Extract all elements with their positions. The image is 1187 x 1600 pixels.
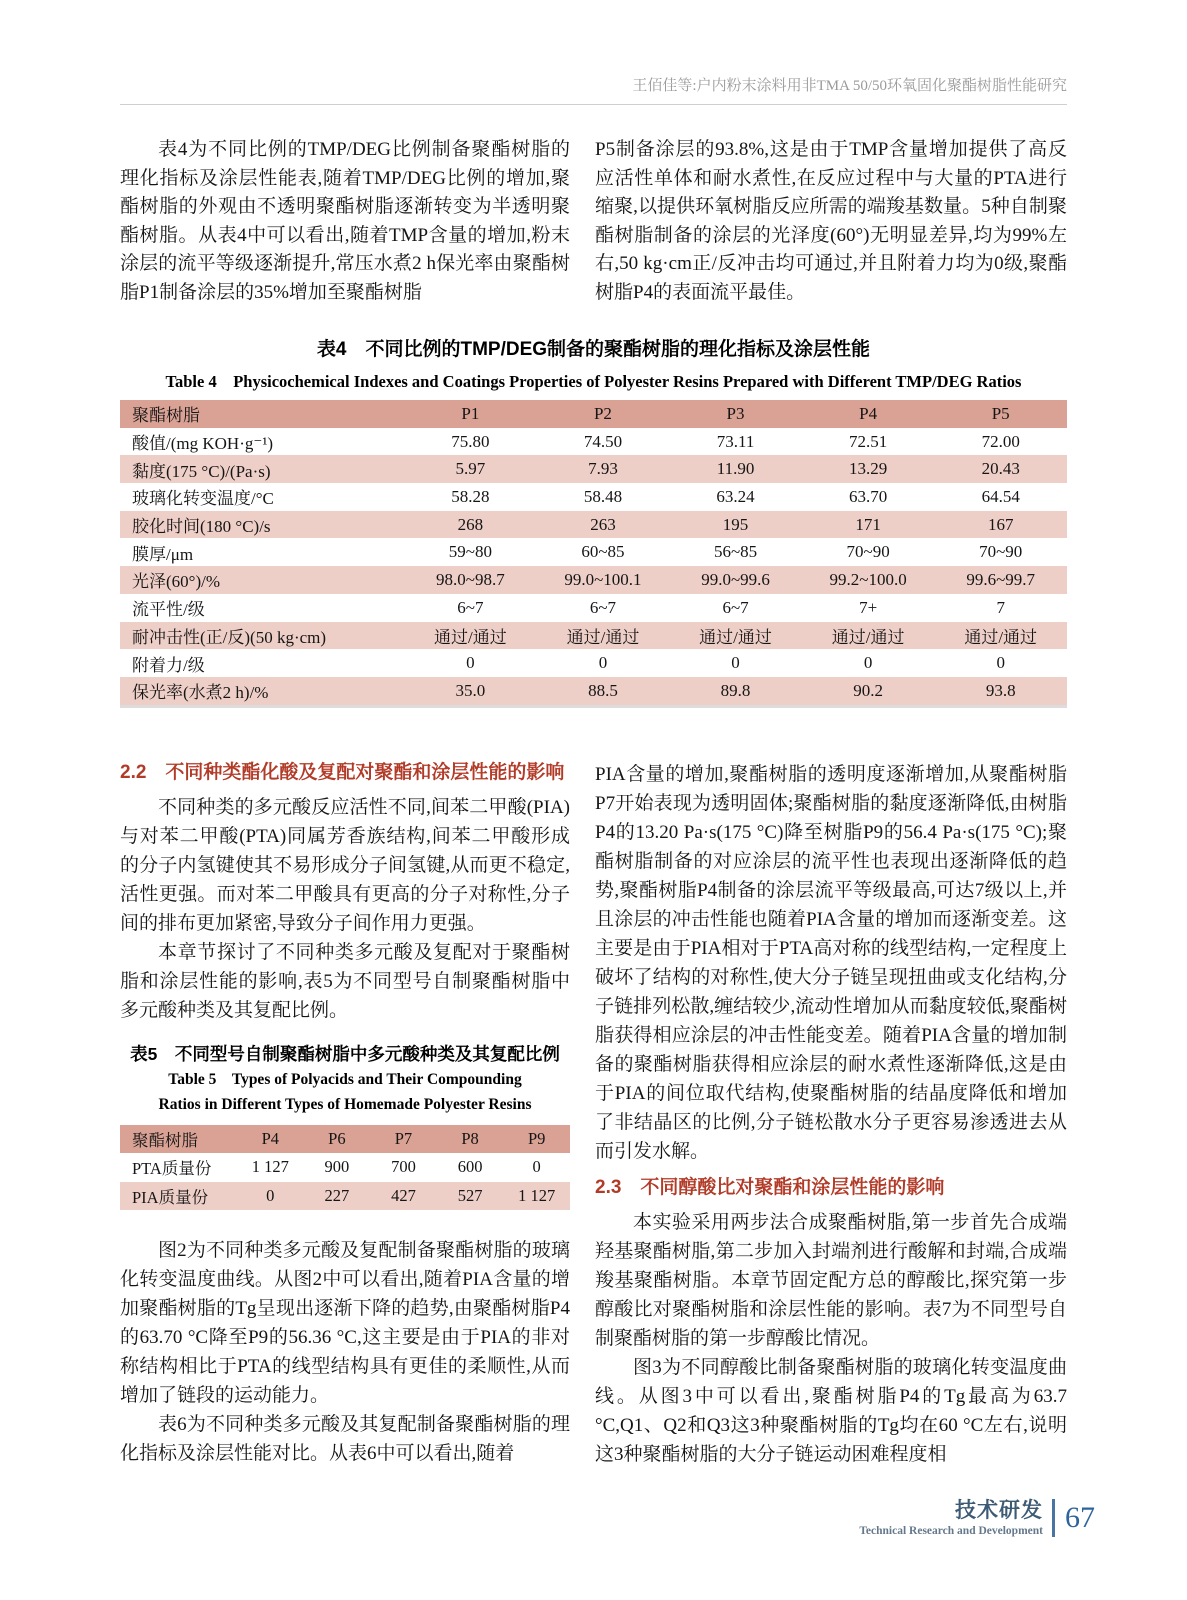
table-cell: 72.00 [981,431,1020,451]
table-cell: 98.0~98.7 [436,569,505,589]
table-cell: 263 [590,514,616,534]
footer [859,1499,1095,1537]
table-cell: 7.93 [588,459,618,479]
table-cell: 6~7 [589,597,617,617]
table-cell: 0 [996,653,1005,673]
table-cell: 64.54 [981,486,1020,506]
row-label: 光泽(60°)/% [132,572,221,592]
table-row [120,483,1067,511]
row-label: PIA质量份 [132,1187,209,1207]
table-cell: 0 [532,1157,541,1177]
column-header: P7 [394,1128,413,1148]
row-label: 胶化时间(180 °C)/s [132,517,271,537]
table-cell: 527 [457,1185,483,1205]
table5-title-en-line1: Table 5 Types of Polyacids and Their Compounding [168,1070,522,1088]
table-cell: 99.6~99.7 [966,569,1036,589]
table-cell: 70~90 [979,542,1023,562]
table-cell: 58.48 [583,486,623,506]
table-cell: 427 [391,1185,416,1205]
page-number: 67 [1065,1501,1095,1534]
table-cell: 167 [987,514,1014,534]
column-header: P3 [726,403,745,423]
table-row [120,455,1067,483]
table-cell: 58.28 [451,486,490,506]
column-header: P6 [328,1128,346,1148]
table-row [120,677,1067,706]
table-cell: 59~80 [448,542,492,562]
table-cell: 93.8 [985,680,1016,700]
running-head: 王佰佳等:户内粉末涂料用非TMA 50/50环氧固化聚酯树脂性能研究 [632,78,1067,94]
column-header: 聚酯树脂 [132,1130,198,1150]
row-label: 流平性/级 [132,600,205,620]
table-cell: 1 127 [518,1185,556,1205]
table-cell: 通过/通过 [434,627,507,647]
table-cell: 通过/通过 [699,627,772,647]
table-cell: 63.70 [848,486,888,506]
table-cell: 1 127 [251,1157,289,1177]
table-cell: 0 [598,653,608,673]
table-cell: 6~7 [722,597,749,617]
table-cell: 5.97 [455,459,486,479]
table-cell: 0 [266,1185,275,1205]
column-header: P1 [461,403,480,423]
table-cell: 7 [996,597,1005,617]
table-cell: 99.0~100.1 [564,569,642,589]
table-cell: 89.8 [720,680,751,700]
table-cell: 227 [324,1185,350,1205]
column-header: P5 [991,403,1010,423]
section-2-3-paragraph-1: 本实验采用两步法合成聚酯树脂,第一步首先合成端羟基聚酯树脂,第二步加入封端剂进行酸解和封端,合成端羧基聚酯树脂。本章节固定配方总的醇酸比,探究第一步醇酸比对聚酯树脂和涂层性能的影响。表7为不同型号自制聚酯树脂的第一步醇酸比情况。 [595,1211,1067,1349]
table-row [120,566,1067,594]
column-header: P4 [859,403,878,423]
table4-title-en: Table 4 Physicochemical Indexes and Coatings Properties of Polyester Resins Prepared with Different TMP/DEG Ratios [165,372,1022,391]
table-cell: 20.43 [981,459,1020,479]
section-2-2-paragraph-3: 图2为不同种类多元酸及复配制备聚酯树脂的玻璃化转变温度曲线。从图2中可以看出,随着PIA含量的增加聚酯树脂的Tg呈现出逐渐下降的趋势,由聚酯树脂P4的63.70 °C降至P9的56.36 °C,这主要是由于PIA的非对称结构相比于PTA的线型结构具有更佳的柔顺性,从而增加了链段的运动能力。 [120,1240,570,1407]
table-row [120,1182,570,1211]
table-header-row [120,1125,570,1154]
intro-columns [120,136,1067,307]
footer-section-label-cn: 技术研发 [955,1498,1043,1522]
row-label: 膜厚/μm [132,544,194,564]
table-cell: 通过/通过 [964,627,1038,647]
table-cell: 700 [391,1157,416,1177]
row-label: PTA质量份 [132,1159,212,1179]
table-row [120,511,1067,539]
table-cell: 0 [466,653,475,673]
section-2-2-heading: 2.2 不同种类酯化酸及复配对聚酯和涂层性能的影响 [120,761,565,783]
table-cell: 72.51 [848,431,888,451]
table-cell: 35.0 [455,680,486,700]
footer-section-label-en: Technical Research and Development [859,1524,1043,1537]
table-cell: 70~90 [846,542,890,562]
header-rule [120,104,1067,105]
table-cell: 268 [457,514,484,534]
row-label: 附着力/级 [132,655,205,675]
row-label: 黏度(175 °C)/(Pa·s) [132,461,271,481]
section-2-3-paragraph-2: 图3为不同醇酸比制备聚酯树脂的玻璃化转变温度曲线。从图3中可以看出,聚酯树脂P4的Tg最高为63.7 °C,Q1、Q2和Q3这3种聚酯树脂的Tg均在60 °C左右,说明这3种聚酯树脂的大分子链运动困难程度相 [595,1356,1067,1465]
left-column [120,760,570,1469]
row-label: 保光率(水煮2 h)/% [132,683,269,703]
table-cell: 99.2~100.0 [829,569,907,589]
table-cell: 171 [855,514,881,534]
column-header: P2 [593,403,612,423]
table-cell: 74.50 [583,431,623,451]
intro-right-paragraph: P5制备涂层的93.8%,这是由于TMP含量增加提供了高反应活性单体和耐水煮性,在反应过程中与大量的PTA进行缩聚,以提供环氧树脂反应所需的端羧基数量。5种自制聚酯树脂制备的涂层的光泽度(60°)无明显差异,均为99%左右,50 kg·cm正/反冲击均可通过,并且附着力均为0级,聚酯树脂P4的表面流平最佳。 [595,139,1067,303]
table-cell: 通过/通过 [566,627,640,647]
table-row [120,649,1067,677]
table-row [120,538,1067,566]
right-column [595,760,1067,1469]
column-header: 聚酯树脂 [132,406,200,426]
body-columns [120,760,1067,1469]
table-row [120,428,1067,456]
table-header-row [120,400,1067,428]
section-2-3-heading: 2.3 不同醇酸比对聚酯和涂层性能的影响 [595,1176,945,1198]
section-2-2-paragraph-4: 表6为不同种类多元酸及其复配制备聚酯树脂的理化指标及涂层性能对比。从表6中可以看出,随着 [120,1414,570,1465]
table5-title-en-line2: Ratios in Different Types of Homemade Polyester Resins [158,1095,532,1113]
column-header: P4 [261,1128,279,1148]
table4 [120,400,1067,708]
table-cell: 11.90 [716,459,755,479]
table-cell: 56~85 [713,542,758,562]
table-cell: 90.2 [853,680,883,700]
table-cell: 63.24 [716,486,755,506]
table-cell: 99.0~99.6 [701,569,770,589]
column-header: P9 [527,1128,546,1148]
table-cell: 195 [722,514,749,534]
table-cell: 88.5 [588,680,618,700]
row-label: 玻璃化转变温度/°C [132,489,274,509]
section-2-2-paragraph-1: 不同种类的多元酸反应活性不同,间苯二甲酸(PIA)与对苯二甲酸(PTA)同属芳香族结构,间苯二甲酸形成的分子内氢键使其不易形成分子间氢键,从而更不稳定,活性更强。而对苯二甲酸具有更高的分子对称性,分子间的排布更加紧密,导致分子间作用力更强。 [120,796,570,934]
table-row [120,622,1067,650]
row-label: 酸值/(mg KOH·g⁻¹) [132,434,274,454]
table-row [120,594,1067,622]
column-header: P8 [461,1128,479,1148]
intro-left-paragraph: 表4为不同比例的TMP/DEG比例制备聚酯树脂的理化指标及涂层性能表,随着TMP/DEG比例的增加,聚酯树脂的外观由不透明聚酯树脂逐渐转变为半透明聚酯树脂。从表4中可以看出,随着TMP含量的增加,粉末涂层的流平等级逐渐提升,常压水煮2 h保光率由聚酯树脂P1制备涂层的35%增加至聚酯树脂 [120,139,570,303]
table-cell: 75.80 [451,431,490,451]
table-cell: 600 [457,1157,483,1177]
row-label: 耐冲击性(正/反)(50 kg·cm) [132,627,327,647]
table-cell: 13.29 [848,459,888,479]
table4-title-cn: 表4 不同比例的TMP/DEG制备的聚酯树脂的理化指标及涂层性能 [316,339,871,360]
table5-title-cn: 表5 不同型号自制聚酯树脂中多元酸种类及其复配比例 [130,1043,560,1064]
footer-divider-bar [1052,1499,1055,1537]
table-cell: 7+ [859,597,878,617]
table-row [120,1153,570,1182]
table-cell: 6~7 [457,597,484,617]
table-cell: 0 [731,653,740,673]
footer-section [859,1500,1043,1537]
table-cell: 60~85 [581,542,625,562]
table-cell: 0 [863,653,873,673]
table-cell: 通过/通过 [831,627,905,647]
table-cell: 900 [324,1157,350,1177]
table5 [120,1125,570,1211]
section-2-2-paragraph-2: 本章节探讨了不同种类多元酸及复配对于聚酯树脂和涂层性能的影响,表5为不同型号自制聚酯树脂中多元酸种类及其复配比例。 [120,941,570,1021]
table-cell: 73.11 [716,431,755,451]
section-2-2-continuation-paragraph: PIA含量的增加,聚酯树脂的透明度逐渐增加,从聚酯树脂P7开始表现为透明固体;聚酯树脂的黏度逐渐降低,由树脂P4的13.20 Pa·s(175 °C)降至树脂P9的56.4 Pa·s(175 °C);聚酯树脂制备的对应涂层的流平性也表现出逐渐降低的趋势,聚酯树脂P4制备的涂层流平等级最高,可达7级以上,并且涂层的冲击性能也随着PIA含量的增加而逐渐变差。这主要是由于PIA相对于PTA高对称的线型结构,一定程度上破坏了结构的对称性,使大分子链呈现扭曲或支化结构,分子链排列松散,缠结较少,流动性增加从而黏度较低,聚酯树脂获得相应涂层的冲击性能变差。随着PIA含量的增加制备的聚酯树脂获得相应涂层的耐水煮性逐渐降低,这是由于PIA的间位取代结构,使聚酯树脂的结晶度降低和增加了非结晶区的比例,分子链松散水分子更容易渗透进去从而引发水解。 [595,763,1067,1162]
